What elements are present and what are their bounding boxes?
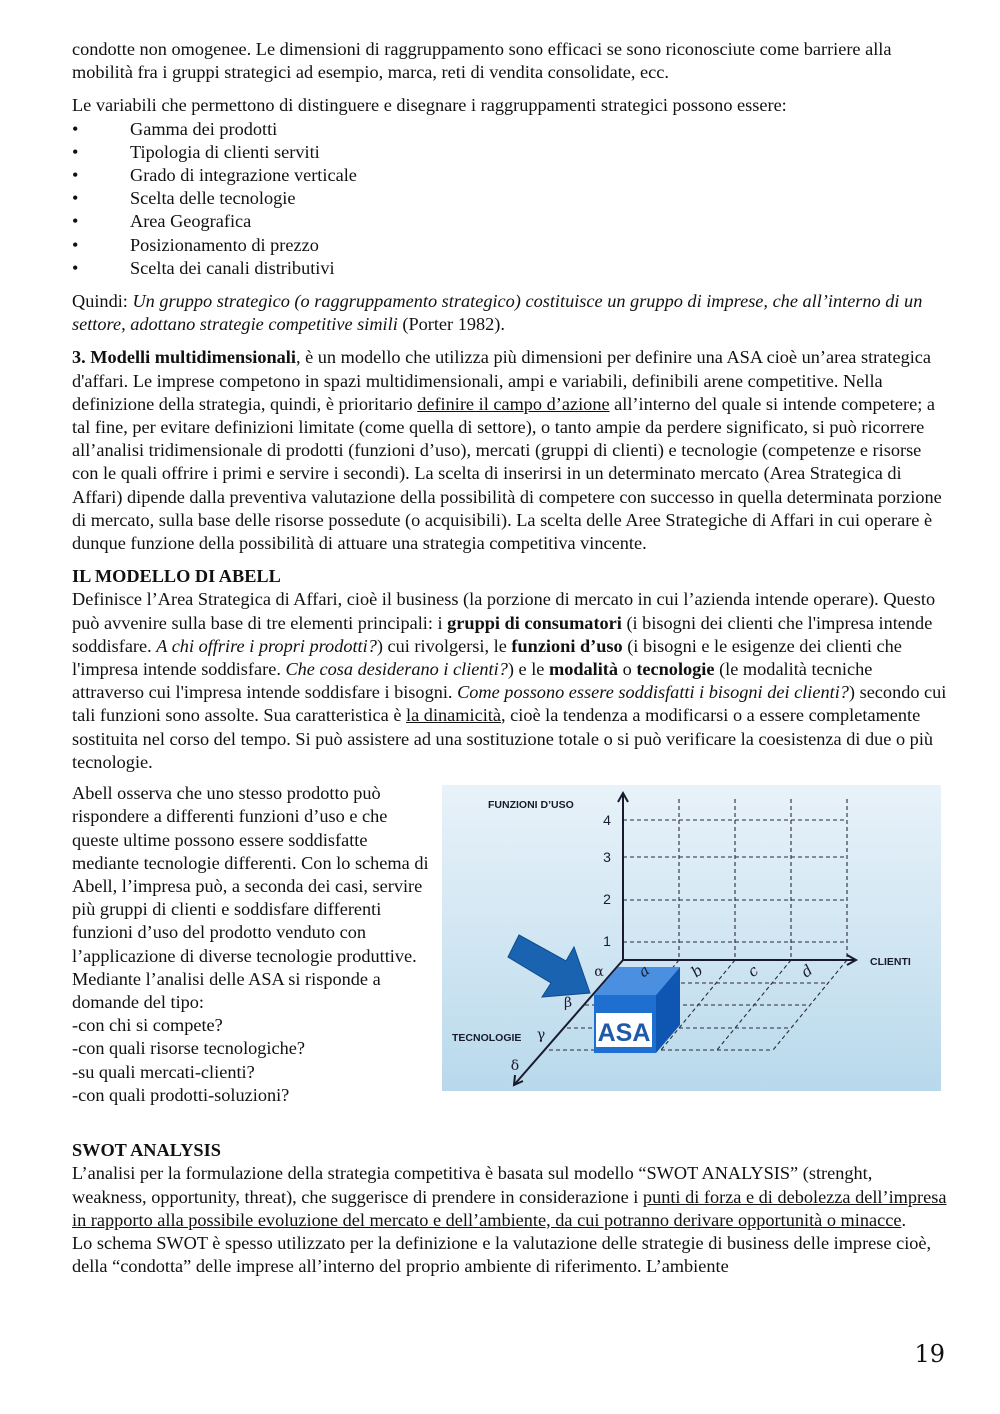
x-tick-label: d (797, 961, 817, 982)
question-item: -con quali prodotti-soluzioni? (72, 1084, 290, 1105)
grid-lines (549, 799, 847, 1050)
x-tick-label: a (634, 961, 653, 982)
list-item: • Scelta dei canali distributivi (72, 257, 948, 280)
z-tick-label: β (563, 995, 573, 1012)
question-item: -con quali risorse tecnologiche? (72, 1038, 305, 1059)
modelli-title: 3. Modelli multidimensionali (72, 347, 296, 368)
list-item: • Scelta delle tecnologie (72, 187, 948, 210)
abell-diagram (442, 785, 941, 1091)
x-axis-label: CLIENTI (870, 956, 911, 969)
quindi-paragraph: Quindi: Un gruppo strategico (o raggruppamento strategico) costituisce un gruppo di imprese, che all’interno di un settore, adottano strategie competitive simili (Porter 1982). (72, 291, 923, 335)
bullet-icon: • (72, 211, 79, 232)
bullet-icon: • (72, 188, 79, 209)
list-item: • Area Geografica (72, 210, 948, 233)
swot-paragraph-2: Lo schema SWOT è spesso utilizzato per la definizione e la valutazione delle strategie di business delle imprese cioè, della “condotta” delle imprese all’interno del proprio ambiente di riferimento. L’ambiente (72, 1232, 932, 1277)
bullet-icon: • (72, 257, 79, 278)
x-tick-label: c (744, 961, 762, 981)
abell-left-column (72, 782, 432, 1107)
y-tick-label: 4 (603, 812, 611, 829)
page-number: 19 (914, 1340, 945, 1368)
variables-list (72, 118, 948, 280)
page-body (72, 38, 948, 1278)
z-tick-label: δ (510, 1058, 520, 1075)
y-tick-label: 1 (603, 933, 611, 950)
asa-arrow-icon (508, 935, 590, 997)
abell-observation: Abell osserva che uno stesso prodotto può rispondere a differenti funzioni d’uso e che queste ultime possono essere soddisfatte mediante tecnologie differenti. Con lo schema di Abell, l’impresa può, a seconda dei casi, servire più gruppi di clienti e soddisfare differenti funzioni d’uso del prodotto venduto con l’applicazione di diverse tecnologie produttive. Mediante l’analisi delle ASA si risponde a domande del tipo: (72, 783, 429, 1012)
variables-intro: Le variabili che permettono di distinguere e disegnare i raggruppamenti strategici possono essere: (72, 95, 787, 116)
modelli-paragraph: 3. Modelli multidimensionali, è un modello che utilizza più dimensioni per definire una ASA cioè un’area strategica d'affari. Le imprese competono in spazi multidimensionali, ampi e variabili, definibili arene competitive. Nella definizione della strategia, quindi, è prioritario definire il campo d’azione all’interno del quale si intende competere; a tal fine, per evitare definizioni limitate (come quella di settore), o tanto ampie da perdere significato, si può ricorrere all’analisi tridimensionale di prodotti (funzioni d’uso), mercati (gruppi di clienti) e tecnologie (competenze e risorse con le quali offrire i primi e servire i secondi). La scelta di inserirsi in un determinato mercato (Area Strategica di Affari) dipende dalla preventiva valutazione della possibilità di competere con successo in quella determinata porzione di mercato, sulla base delle risorse possedute (o acquisibili). La scelta delle Aree Strategiche di Affari in cui operare è dunque funzione della possibilità di attuare una strategia competitiva vincente. (72, 347, 942, 554)
bullet-icon: • (72, 118, 79, 139)
z-tick-label: α (594, 964, 604, 981)
list-item: • Gamma dei prodotti (72, 118, 948, 141)
question-item: -su quali mercati-clienti? (72, 1061, 255, 1082)
abell-section (72, 782, 948, 1139)
abell-heading: IL MODELLO DI ABELL (72, 566, 281, 587)
swot-paragraph: L’analisi per la formulazione della strategia competitiva è basata sul modello “SWOT ANALYSIS” (strenght, weakness, opportunity, threat), che suggerisce di prendere in considerazione i punti di forza e di debolezza dell’impresa in rapporto alla possibile evoluzione del mercato e dell’ambiente, da cui potranno derivare opportunità o minacce. (72, 1163, 947, 1230)
bullet-icon: • (72, 141, 79, 162)
y-axis-label: FUNZIONI D’USO (488, 799, 574, 812)
y-tick-label: 2 (603, 891, 611, 908)
axes (514, 793, 856, 1085)
intro-paragraph: condotte non omogenee. Le dimensioni di raggruppamento sono efficaci se sono riconosciute come barriere alla mobilità fra i gruppi strategici ad esempio, marca, reti di vendita consolidate, ecc. (72, 39, 892, 83)
list-item: • Posizionamento di prezzo (72, 234, 948, 257)
bullet-icon: • (72, 234, 79, 255)
swot-heading: SWOT ANALYSIS (72, 1140, 221, 1161)
y-tick-label: 3 (603, 849, 611, 866)
list-item: • Grado di integrazione verticale (72, 164, 948, 187)
abell-diagram-svg (442, 785, 941, 1091)
z-axis-label: TECNOLOGIE (452, 1032, 522, 1045)
z-tick-label: γ (536, 1027, 546, 1044)
asa-label: ASA (597, 1019, 651, 1048)
abell-paragraph: Definisce l’Area Strategica di Affari, cioè il business (la porzione di mercato in cui l’azienda intende operare). Questo può avvenire sulla base di tre elementi principali: i gruppi di consumatori (i bisogni dei clienti che l'impresa intende soddisfare. A chi offrire i propri prodotti?) cui rivolgersi, le funzioni d’uso (i bisogni e le esigenze dei clienti che l'impresa intende soddisfare. Che cosa desiderano i clienti?) e le modalità o tecnologie (le modalità tecniche attraverso cui l'impresa intende soddisfare i bisogni. Come possono essere soddisfatti i bisogni dei clienti?) secondo cui tali funzioni sono assolte. Sua caratteristica è la dinamicità, cioè la tendenza a modificarsi o a essere completamente sostituita nel corso del tempo. Si può assistere ad una sostituzione totale o si può verificare la coesistenza di due o più tecnologie. (72, 589, 947, 772)
x-tick-label: b (687, 961, 707, 982)
bullet-icon: • (72, 165, 79, 186)
question-item: -con chi si compete? (72, 1015, 223, 1036)
list-item: • Tipologia di clienti serviti (72, 141, 948, 164)
